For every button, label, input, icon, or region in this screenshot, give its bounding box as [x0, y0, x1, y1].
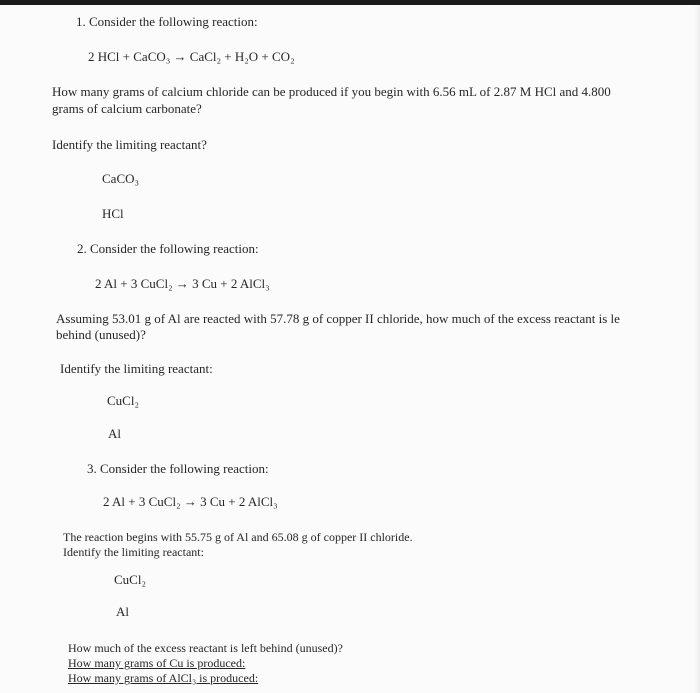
q2-equation: 2 Al + 3 CuCl₂ → 3 Cu + 2 AlCl₃	[95, 276, 270, 291]
q2-choice-cucl2[interactable]: CuCl₂	[107, 393, 139, 408]
q3-followup-alcl3: How many grams of AlCl₃ is produced:	[68, 671, 259, 685]
q2-identify-prompt: Identify the limiting reactant:	[60, 361, 213, 376]
q2-choice-al[interactable]: Al	[108, 426, 121, 441]
q2-question-line1: Assuming 53.01 g of Al are reacted with 57.78 g of copper II chloride, how much of the excess reactant is le	[56, 311, 620, 326]
q1-identify-prompt: Identify the limiting reactant?	[52, 137, 207, 152]
q1-heading: 1. Consider the following reaction:	[76, 14, 258, 29]
q1-equation: 2 HCl + CaCO₃ → CaCl₂ + H₂O + CO₂	[88, 49, 295, 64]
q1-question-line2: grams of calcium carbonate?	[52, 101, 202, 116]
q3-choice-al[interactable]: Al	[116, 604, 129, 619]
page-shadow	[694, 5, 700, 693]
q3-question-line1: The reaction begins with 55.75 g of Al and 65.08 g of copper II chloride.	[63, 530, 413, 544]
q1-question-line1: How many grams of calcium chloride can be produced if you begin with 6.56 mL of 2.87 M HCl and 4.800	[52, 84, 611, 99]
q1-choice-hcl[interactable]: HCl	[102, 206, 124, 221]
q2-question-line2: behind (unused)?	[56, 327, 146, 342]
q3-followup-cu: How many grams of Cu is produced:	[68, 656, 246, 670]
top-border	[0, 0, 700, 5]
q3-followup-excess: How much of the excess reactant is left behind (unused)?	[68, 641, 343, 655]
q3-equation: 2 Al + 3 CuCl₂ → 3 Cu + 2 AlCl₃	[103, 494, 278, 509]
q2-heading: 2. Consider the following reaction:	[77, 241, 259, 256]
q3-identify-prompt: Identify the limiting reactant:	[63, 545, 204, 559]
q3-choice-cucl2[interactable]: CuCl₂	[114, 572, 146, 587]
q1-choice-caco3[interactable]: CaCO₃	[102, 171, 140, 186]
q3-heading: 3. Consider the following reaction:	[87, 461, 269, 476]
